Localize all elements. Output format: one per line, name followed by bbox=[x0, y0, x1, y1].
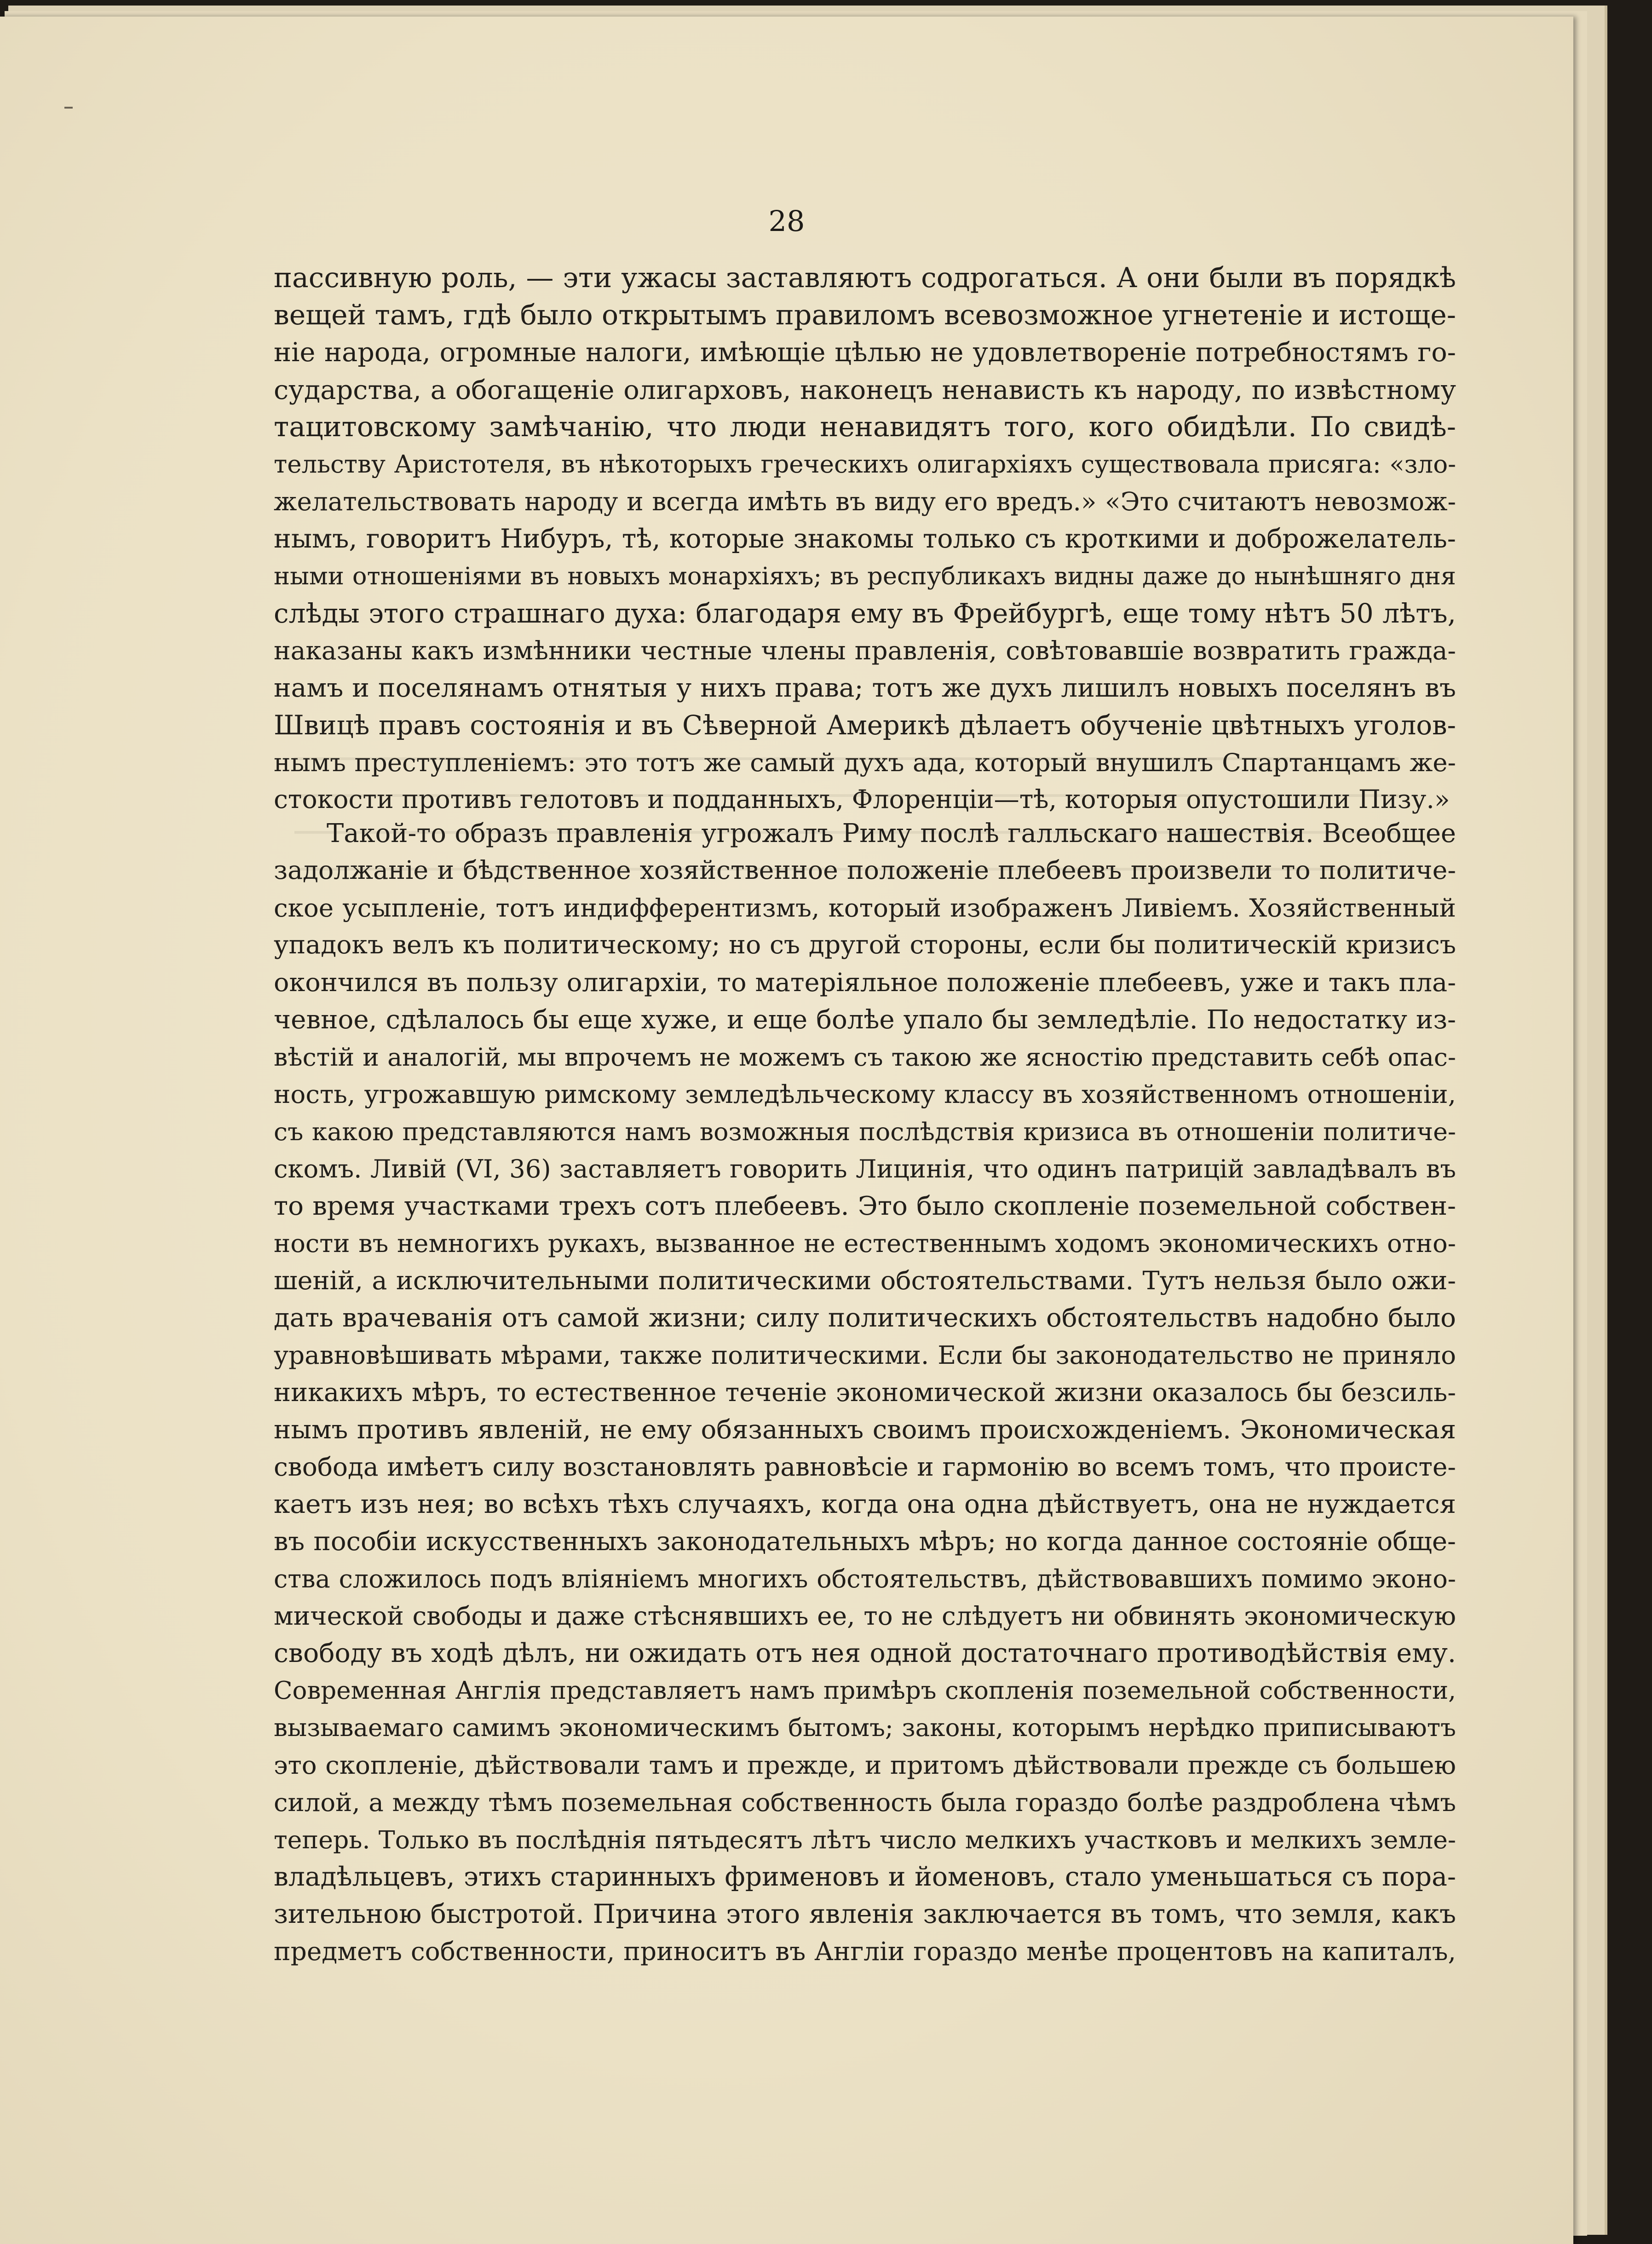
text-line: силой, а между тѣмъ поземельная собственность была гораздо болѣе раздроблена чѣмъ bbox=[274, 1788, 1456, 1817]
text-line: Современная Англiя представляетъ намъ примѣръ скопленiя поземельной собственности, bbox=[274, 1677, 1456, 1705]
paragraph-1 bbox=[274, 260, 1456, 819]
text-line: съ какою представляются намъ возможныя послѣдствiя кризиса въ отношенiи политиче- bbox=[274, 1117, 1456, 1146]
text-line: тацитовскому замѣчанiю, что люди ненавидятъ того, кого обидѣли. По свидѣ- bbox=[274, 411, 1456, 443]
text-line: въ пособiи искусственныхъ законодательныхъ мѣръ; но когда данное состоянiе обще- bbox=[274, 1527, 1456, 1557]
text-line: предметъ собственности, приноситъ въ Англiи гораздо менѣе процентовъ на капиталъ, bbox=[274, 1937, 1456, 1966]
text-line: ности въ немногихъ рукахъ, вызванное не естественнымъ ходомъ экономическихъ отно- bbox=[274, 1229, 1456, 1258]
text-line: ское усыпленiе, тотъ индифферентизмъ, который изображенъ Ливiемъ. Хозяйственный bbox=[274, 893, 1456, 923]
text-line: это скопленiе, дѣйствовали тамъ и прежде, и притомъ дѣйствовали прежде съ большею bbox=[274, 1750, 1456, 1780]
text-line: желательствовать народу и всегда имѣть въ виду его вредъ.» «Это считаютъ невозмож- bbox=[274, 487, 1456, 516]
text-line: ства сложилось подъ влiянiемъ многихъ обстоятельствъ, дѣйствовавшихъ помимо эконо- bbox=[274, 1564, 1456, 1593]
text-line: Такой-то образъ правленiя угрожалъ Риму послѣ галльскаго нашествiя. Всеобщее bbox=[327, 819, 1456, 848]
text-line: шенiй, а исключительными политическими обстоятельствами. Тутъ нельзя было ожи- bbox=[274, 1266, 1456, 1296]
text-line: ность, угрожавшую римскому земледѣльческому классу въ хозяйственномъ отношенiи, bbox=[274, 1079, 1456, 1109]
text-line: свободу въ ходѣ дѣлъ, ни ожидать отъ нея одной достаточнаго противодѣйствiя ему. bbox=[274, 1638, 1456, 1668]
text-line: вѣстiй и аналогiй, мы впрочемъ не можемъ съ такою же ясностiю представить себѣ опас- bbox=[274, 1043, 1456, 1072]
text-line: упадокъ велъ къ политическому; но съ другой стороны, если бы политическiй кризисъ bbox=[274, 930, 1456, 960]
text-line: наказаны какъ измѣнники честные члены правленiя, совѣтовавшiе возвратить гражда- bbox=[274, 636, 1456, 665]
text-line: окончился въ пользу олигархiи, то матерiяльное положенiе плебеевъ, уже и такъ пла- bbox=[274, 968, 1456, 998]
text-line: сударства, а обогащенiе олигарховъ, наконецъ ненависть къ народу, по извѣстному bbox=[274, 375, 1456, 405]
text-line: нiе народа, огромные налоги, имѣющiе цѣлью не удовлетворенiе потребностямъ го- bbox=[274, 337, 1456, 368]
text-line: каетъ изъ нея; во всѣхъ тѣхъ случаяхъ, когда она одна дѣйствуетъ, она не нуждается bbox=[274, 1489, 1456, 1519]
text-line: зительною быстротой. Причина этого явленiя заключается въ томъ, что земля, какъ bbox=[274, 1899, 1456, 1929]
text-line: мической свободы и даже стѣснявшихъ ее, то не слѣдуетъ ни обвинять экономическую bbox=[274, 1601, 1456, 1631]
text-line: владѣльцевъ, этихъ старинныхъ фрименовъ и йоменовъ, стало уменьшаться съ пора- bbox=[274, 1862, 1456, 1892]
text-line: стокости противъ гелотовъ и подданныхъ, Флоренцiи—тѣ, которыя опустошили Пизу.» bbox=[274, 785, 1450, 814]
text-line: дать врачеванiя отъ самой жизни; силу политическихъ обстоятельствъ надобно было bbox=[274, 1303, 1456, 1333]
text-line: ными отношенiями въ новыхъ монархiяхъ; въ республикахъ видны даже до нынѣшняго дня bbox=[274, 562, 1456, 590]
text-line: то время участками трехъ сотъ плебеевъ. Это было скопленiе поземельной собствен- bbox=[274, 1191, 1456, 1221]
text-line: свобода имѣетъ силу возстановлять равновѣсiе и гармонiю во всемъ томъ, что происте- bbox=[274, 1452, 1456, 1482]
text-line: задолжанiе и бѣдственное хозяйственное положенiе плебеевъ произвели то политиче- bbox=[274, 856, 1456, 885]
text-line: пассивную роль, — эти ужасы заставляютъ содрогаться. А они были въ порядкѣ bbox=[274, 262, 1456, 294]
text-line: чевное, сдѣлалось бы еще хуже, и еще болѣе упало бы земледѣлiе. По недостатку из- bbox=[274, 1005, 1456, 1035]
paragraph-2 bbox=[274, 815, 1456, 1970]
text-line: нымъ преступленiемъ: это тотъ же самый духъ ада, который внушилъ Спартанцамъ же- bbox=[274, 748, 1456, 777]
text-line: нымъ, говоритъ Нибуръ, тѣ, которые знакомы только съ кроткими и доброжелатель- bbox=[274, 524, 1456, 554]
text-line: Швицѣ правъ состоянiя и въ Сѣверной Америкѣ дѣлаетъ обученiе цвѣтныхъ уголов- bbox=[274, 710, 1456, 741]
text-line: тельству Аристотеля, въ нѣкоторыхъ греческихъ олигархiяхъ существовала присяга: «зло- bbox=[274, 450, 1456, 479]
text-line: вещей тамъ, гдѣ было открытымъ правиломъ всевозможное угнетенiе и истоще- bbox=[274, 299, 1456, 331]
text-line: уравновѣшивать мѣрами, также политическими. Если бы законодательство не приняло bbox=[274, 1340, 1456, 1370]
text-line: теперь. Только въ послѣднiя пятьдесятъ лѣтъ число мелкихъ участковъ и мелкихъ земле- bbox=[274, 1825, 1456, 1854]
text-line: слѣды этого страшнаго духа: благодаря ему въ Фрейбургѣ, еще тому нѣтъ 50 лѣтъ, bbox=[274, 598, 1456, 629]
page-number: 28 bbox=[768, 204, 805, 238]
margin-mark bbox=[64, 107, 73, 109]
text-line: никакихъ мѣръ, то естественное теченiе экономической жизни оказалось бы безсиль- bbox=[274, 1378, 1456, 1408]
text-line: намъ и поселянамъ отнятыя у нихъ права; тотъ же духъ лишилъ новыхъ поселянъ въ bbox=[274, 673, 1456, 703]
book-page bbox=[0, 17, 1573, 2244]
text-line: нымъ противъ явленiй, не ему обязанныхъ своимъ происхожденiемъ. Экономическая bbox=[274, 1415, 1456, 1445]
text-line: вызываемаго самимъ экономическимъ бытомъ; законы, которымъ нерѣдко приписываютъ bbox=[274, 1713, 1456, 1742]
text-line: скомъ. Ливiй (VI, 36) заставляетъ говорить Лицинiя, что одинъ патрицiй завладѣвалъ въ bbox=[274, 1154, 1456, 1183]
